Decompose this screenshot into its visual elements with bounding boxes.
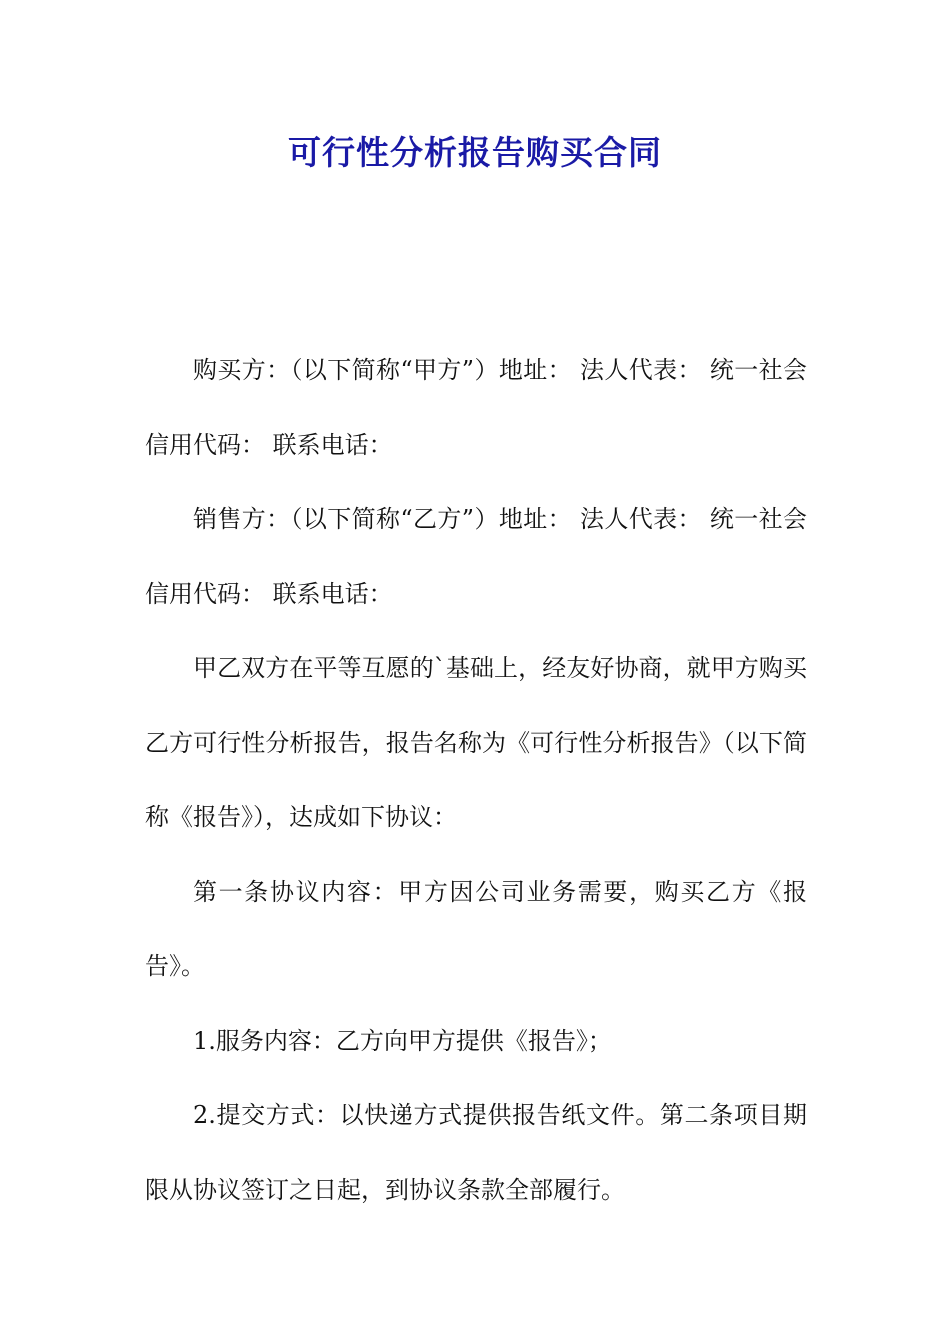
seller-info-paragraph: 销售方：（以下简称“乙方”）地址： 法人代表： 统一社会信用代码： 联系电话： <box>145 505 807 608</box>
document-body <box>145 333 807 1227</box>
agreement-preamble-paragraph: 甲乙双方在平等互愿的`基础上，经友好协商，就甲方购买乙方可行性分析报告，报告名称为《可行性分析报告》（以下简称《报告》），达成如下协议： <box>145 654 807 831</box>
delivery-method-paragraph: 2.提交方式：以快递方式提供报告纸文件。第二条项目期限从协议签订之日起，到协议条款全部履行。 <box>145 1101 807 1204</box>
document-title: 可行性分析报告购买合同 <box>288 133 662 172</box>
buyer-info-paragraph: 购买方：（以下简称“甲方”）地址： 法人代表： 统一社会信用代码： 联系电话： <box>145 356 807 459</box>
article-one-paragraph: 第一条协议内容：甲方因公司业务需要，购买乙方《报告》。 <box>145 877 807 980</box>
service-content-paragraph: 1.服务内容：乙方向甲方提供《报告》； <box>193 1026 612 1055</box>
